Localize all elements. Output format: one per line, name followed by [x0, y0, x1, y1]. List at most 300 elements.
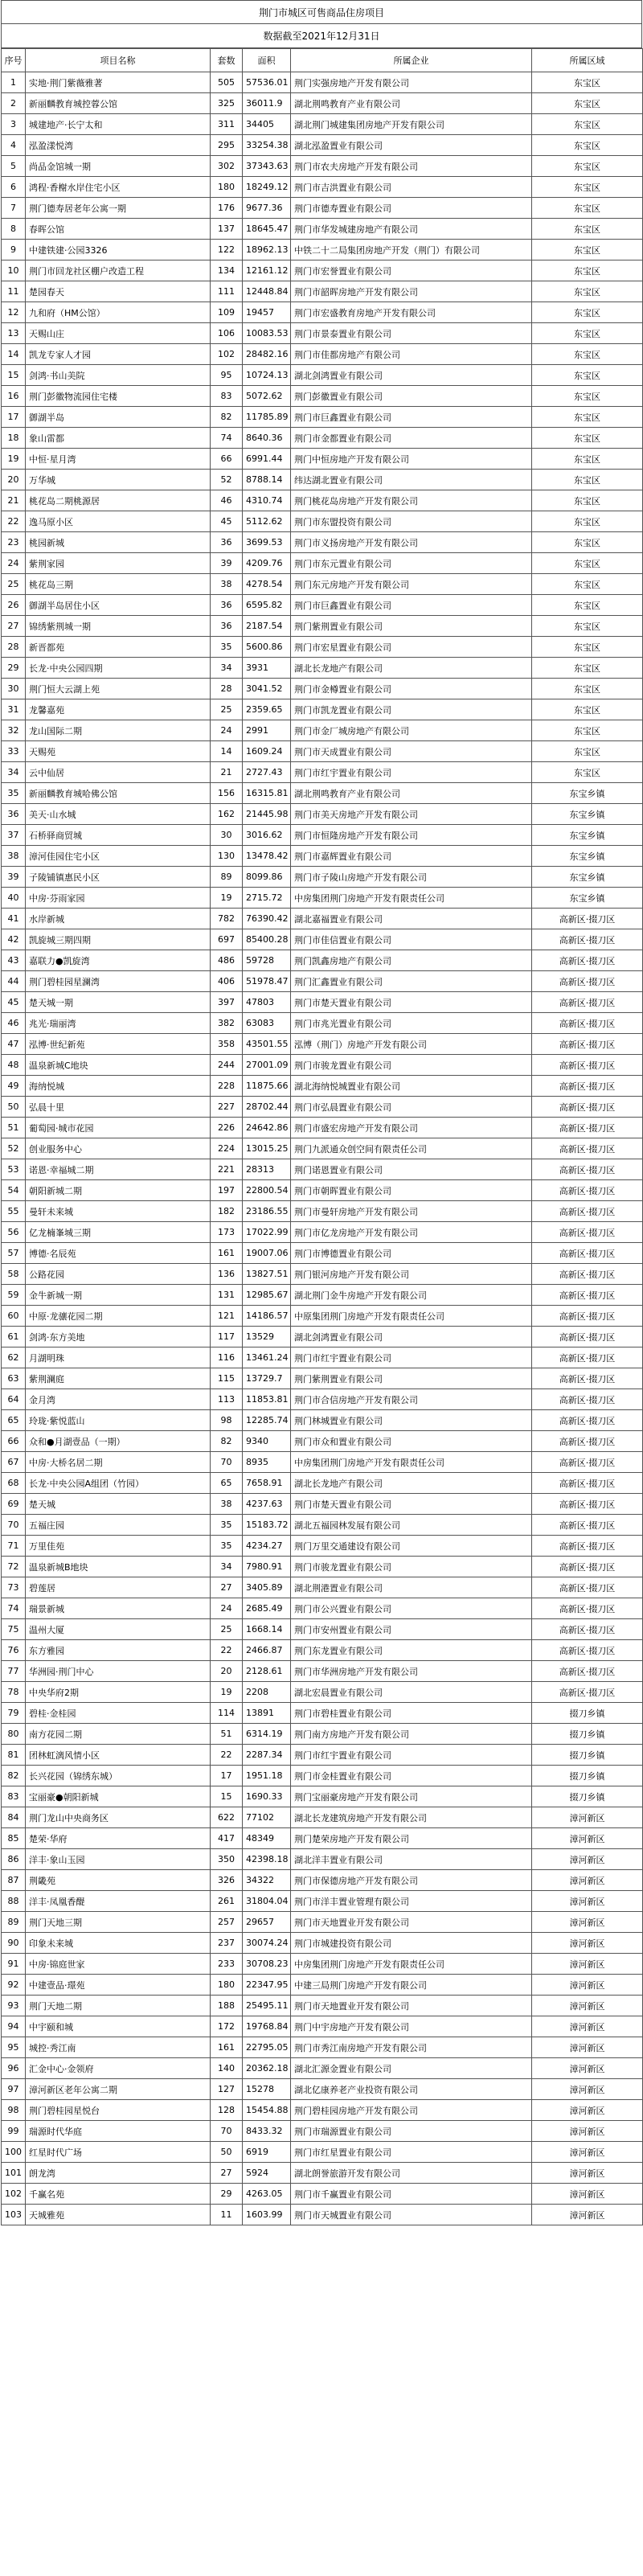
cell-region: 东宝区 — [532, 407, 643, 428]
cell-region: 高新区·掇刀区 — [532, 1368, 643, 1389]
cell-company: 湖北汇源金置业有限公司 — [291, 2058, 532, 2079]
cell-index: 82 — [2, 1766, 26, 1786]
cell-units: 228 — [211, 1076, 243, 1097]
cell-project-name: 龙山国际二期 — [26, 720, 211, 741]
cell-area: 22800.54 — [243, 1180, 291, 1201]
cell-company: 荆门南方房地产开发有限公司 — [291, 1724, 532, 1745]
cell-units: 106 — [211, 323, 243, 344]
cell-units: 38 — [211, 1494, 243, 1515]
cell-company: 荆门市德寿置业有限公司 — [291, 198, 532, 219]
cell-region: 漳河新区 — [532, 1954, 643, 1975]
cell-company: 荆门市弘晨置业有限公司 — [291, 1097, 532, 1118]
cell-area: 18249.12 — [243, 177, 291, 198]
cell-units: 257 — [211, 1912, 243, 1933]
cell-area: 5112.62 — [243, 511, 291, 532]
cell-index: 101 — [2, 2163, 26, 2184]
cell-index: 6 — [2, 177, 26, 198]
cell-region: 高新区·掇刀区 — [532, 1494, 643, 1515]
cell-units: 11 — [211, 2205, 243, 2225]
cell-region: 漳河新区 — [532, 2100, 643, 2121]
cell-project-name: 荆门天地三期 — [26, 1912, 211, 1933]
table-row — [2, 1264, 643, 1285]
table-row — [2, 1097, 643, 1118]
cell-company: 荆门市合信房地产开发有限公司 — [291, 1389, 532, 1410]
cell-region: 东宝区 — [532, 198, 643, 219]
cell-area: 34405 — [243, 114, 291, 135]
cell-company: 荆门市朝晖置业有限公司 — [291, 1180, 532, 1201]
table-row — [2, 658, 643, 679]
table-row — [2, 1034, 643, 1055]
cell-index: 62 — [2, 1347, 26, 1368]
cell-company: 荆门市美天房地产开发有限公司 — [291, 804, 532, 825]
cell-area: 15454.88 — [243, 2100, 291, 2121]
cell-area: 5072.62 — [243, 386, 291, 407]
table-row — [2, 1849, 643, 1870]
cell-project-name: 楚荣·华府 — [26, 1828, 211, 1849]
cell-index: 60 — [2, 1306, 26, 1327]
cell-company: 中原集团荆门房地产开发有限责任公司 — [291, 1306, 532, 1327]
cell-region: 高新区·掇刀区 — [532, 1055, 643, 1076]
cell-project-name: 桃园新城 — [26, 532, 211, 553]
table-row — [2, 1138, 643, 1159]
cell-project-name: 实地·荆门紫薇雅著 — [26, 72, 211, 93]
cell-region: 漳河新区 — [532, 1870, 643, 1891]
cell-units: 82 — [211, 407, 243, 428]
table-row — [2, 260, 643, 281]
cell-company: 荆门市景泰置业有限公司 — [291, 323, 532, 344]
cell-company: 荆门市天成置业有限公司 — [291, 741, 532, 762]
table-row — [2, 1745, 643, 1766]
cell-index: 76 — [2, 1640, 26, 1661]
cell-company: 荆门市保德房地产开发有限公司 — [291, 1870, 532, 1891]
table-row — [2, 1159, 643, 1180]
table-row — [2, 950, 643, 971]
cell-region: 东宝乡镇 — [532, 846, 643, 867]
cell-index: 75 — [2, 1619, 26, 1640]
cell-region: 高新区·掇刀区 — [532, 1682, 643, 1703]
cell-units: 136 — [211, 1264, 243, 1285]
cell-region: 高新区·掇刀区 — [532, 1536, 643, 1557]
cell-units: 17 — [211, 1766, 243, 1786]
cell-company: 荆门市吉洪置业有限公司 — [291, 177, 532, 198]
cell-region: 东宝区 — [532, 281, 643, 302]
cell-area: 4234.27 — [243, 1536, 291, 1557]
cell-region: 掇刀乡镇 — [532, 1786, 643, 1807]
cell-region: 东宝区 — [532, 93, 643, 114]
cell-project-name: 御湖半岛居住小区 — [26, 595, 211, 616]
table-row — [2, 2016, 643, 2037]
cell-company: 中建三局荆门房地产开发有限公司 — [291, 1975, 532, 1996]
cell-project-name: 城控·秀江南 — [26, 2037, 211, 2058]
cell-project-name: 嘉联力●凯旋湾 — [26, 950, 211, 971]
cell-units: 39 — [211, 553, 243, 574]
table-row — [2, 1055, 643, 1076]
cell-units: 237 — [211, 1933, 243, 1954]
cell-area: 27001.09 — [243, 1055, 291, 1076]
cell-units: 35 — [211, 1515, 243, 1536]
cell-units: 197 — [211, 1180, 243, 1201]
cell-company: 荆门市红宇置业有限公司 — [291, 762, 532, 783]
cell-units: 15 — [211, 1786, 243, 1807]
table-row — [2, 1013, 643, 1034]
cell-project-name: 楚天城一期 — [26, 992, 211, 1013]
cell-units: 24 — [211, 1598, 243, 1619]
cell-company: 湖北五福园林发展有限公司 — [291, 1515, 532, 1536]
cell-area: 22795.05 — [243, 2037, 291, 2058]
table-row — [2, 1347, 643, 1368]
cell-region: 高新区·掇刀区 — [532, 1097, 643, 1118]
cell-area: 42398.18 — [243, 1849, 291, 1870]
cell-units: 121 — [211, 1306, 243, 1327]
cell-region: 漳河新区 — [532, 1828, 643, 1849]
cell-units: 127 — [211, 2079, 243, 2100]
cell-company: 荆门市佳都房地产有限公司 — [291, 344, 532, 365]
cell-units: 34 — [211, 658, 243, 679]
cell-company: 荆门市曼轩房地产开发有限公司 — [291, 1201, 532, 1222]
cell-units: 161 — [211, 1243, 243, 1264]
cell-project-name: 九和府（HM公馆） — [26, 302, 211, 323]
cell-project-name: 楚园春天 — [26, 281, 211, 302]
table-row — [2, 219, 643, 240]
cell-company: 荆门桃花岛房地产开发有限公司 — [291, 490, 532, 511]
cell-region: 东宝区 — [532, 240, 643, 260]
cell-company: 湖北长龙地产有限公司 — [291, 658, 532, 679]
cell-region: 漳河新区 — [532, 1807, 643, 1828]
cell-project-name: 长龙·中央公园A组团（竹园） — [26, 1473, 211, 1494]
cell-company: 中房集团荆门房地产开发有限责任公司 — [291, 888, 532, 909]
cell-project-name: 天城雅苑 — [26, 2205, 211, 2225]
table-row — [2, 407, 643, 428]
cell-company: 荆门市楚天置业有限公司 — [291, 992, 532, 1013]
cell-index: 87 — [2, 1870, 26, 1891]
cell-region: 高新区·掇刀区 — [532, 1389, 643, 1410]
cell-project-name: 金月湾 — [26, 1389, 211, 1410]
cell-company: 湖北长龙地产有限公司 — [291, 1473, 532, 1494]
cell-index: 84 — [2, 1807, 26, 1828]
cell-project-name: 泓博·世纪新苑 — [26, 1034, 211, 1055]
cell-units: 326 — [211, 1870, 243, 1891]
cell-index: 10 — [2, 260, 26, 281]
cell-index: 13 — [2, 323, 26, 344]
cell-region: 东宝区 — [532, 156, 643, 177]
table-row — [2, 888, 643, 909]
table-row — [2, 1661, 643, 1682]
cell-project-name: 团林虹漓风情小区 — [26, 1745, 211, 1766]
cell-region: 高新区·掇刀区 — [532, 1557, 643, 1577]
cell-region: 漳河新区 — [532, 2184, 643, 2205]
cell-units: 325 — [211, 93, 243, 114]
cell-units: 406 — [211, 971, 243, 992]
cell-region: 高新区·掇刀区 — [532, 971, 643, 992]
cell-region: 高新区·掇刀区 — [532, 1515, 643, 1536]
cell-area: 3699.53 — [243, 532, 291, 553]
cell-company: 荆门市红星置业有限公司 — [291, 2142, 532, 2163]
table-row — [2, 1975, 643, 1996]
cell-index: 34 — [2, 762, 26, 783]
cell-region: 漳河新区 — [532, 1891, 643, 1912]
cell-company: 荆门市金桂置业有限公司 — [291, 1766, 532, 1786]
cell-company: 湖北剑鸿置业有限公司 — [291, 1327, 532, 1347]
cell-region: 漳河新区 — [532, 1849, 643, 1870]
cell-area: 1668.14 — [243, 1619, 291, 1640]
cell-index: 96 — [2, 2058, 26, 2079]
cell-region: 东宝区 — [532, 699, 643, 720]
table-row — [2, 825, 643, 846]
cell-units: 89 — [211, 867, 243, 888]
cell-region: 漳河新区 — [532, 2205, 643, 2225]
cell-area: 6595.82 — [243, 595, 291, 616]
cell-area: 4263.05 — [243, 2184, 291, 2205]
cell-area: 2208 — [243, 1682, 291, 1703]
table-body — [2, 72, 643, 2225]
cell-units: 224 — [211, 1138, 243, 1159]
cell-units: 30 — [211, 825, 243, 846]
cell-area: 36011.9 — [243, 93, 291, 114]
cell-area: 13891 — [243, 1703, 291, 1724]
cell-index: 51 — [2, 1118, 26, 1138]
cell-company: 荆门东元房地产开发有限公司 — [291, 574, 532, 595]
cell-region: 东宝区 — [532, 511, 643, 532]
cell-company: 湖北荆港置业有限公司 — [291, 1577, 532, 1598]
cell-index: 4 — [2, 135, 26, 156]
cell-project-name: 兆光·瑞丽湾 — [26, 1013, 211, 1034]
cell-company: 荆门市瑞源置业有限公司 — [291, 2121, 532, 2142]
cell-company: 荆门市城建投资有限公司 — [291, 1933, 532, 1954]
cell-area: 43501.55 — [243, 1034, 291, 1055]
cell-index: 32 — [2, 720, 26, 741]
cell-region: 掇刀乡镇 — [532, 1745, 643, 1766]
cell-index: 53 — [2, 1159, 26, 1180]
cell-region: 东宝区 — [532, 135, 643, 156]
cell-region: 掇刀乡镇 — [532, 1703, 643, 1724]
cell-region: 漳河新区 — [532, 2058, 643, 2079]
cell-area: 3016.62 — [243, 825, 291, 846]
cell-project-name: 漳河新区老年公寓二期 — [26, 2079, 211, 2100]
cell-region: 漳河新区 — [532, 2121, 643, 2142]
cell-area: 28482.16 — [243, 344, 291, 365]
cell-area: 11785.89 — [243, 407, 291, 428]
cell-index: 80 — [2, 1724, 26, 1745]
table-row — [2, 909, 643, 929]
header-project-name: 项目名称 — [26, 49, 211, 72]
header-region: 所属区域 — [532, 49, 643, 72]
cell-project-name: 凯旋城三期四期 — [26, 929, 211, 950]
cell-region: 掇刀乡镇 — [532, 1766, 643, 1786]
cell-region: 漳河新区 — [532, 2016, 643, 2037]
cell-project-name: 御湖半岛 — [26, 407, 211, 428]
cell-area: 7980.91 — [243, 1557, 291, 1577]
cell-region: 东宝乡镇 — [532, 804, 643, 825]
cell-units: 19 — [211, 1682, 243, 1703]
cell-units: 161 — [211, 2037, 243, 2058]
cell-index: 39 — [2, 867, 26, 888]
table-row — [2, 1598, 643, 1619]
cell-index: 89 — [2, 1912, 26, 1933]
cell-index: 42 — [2, 929, 26, 950]
cell-index: 36 — [2, 804, 26, 825]
cell-company: 湖北朗誉旅游开发有限公司 — [291, 2163, 532, 2184]
table-row — [2, 302, 643, 323]
cell-region: 高新区·掇刀区 — [532, 1013, 643, 1034]
cell-region: 东宝区 — [532, 679, 643, 699]
cell-units: 117 — [211, 1327, 243, 1347]
cell-units: 102 — [211, 344, 243, 365]
cell-region: 东宝区 — [532, 72, 643, 93]
cell-region: 漳河新区 — [532, 2142, 643, 2163]
cell-index: 98 — [2, 2100, 26, 2121]
cell-units: 29 — [211, 2184, 243, 2205]
cell-area: 77102 — [243, 1807, 291, 1828]
cell-units: 140 — [211, 2058, 243, 2079]
table-row — [2, 929, 643, 950]
cell-index: 71 — [2, 1536, 26, 1557]
table-row — [2, 1619, 643, 1640]
cell-units: 50 — [211, 2142, 243, 2163]
cell-index: 91 — [2, 1954, 26, 1975]
table-row — [2, 1724, 643, 1745]
cell-index: 83 — [2, 1786, 26, 1807]
cell-index: 24 — [2, 553, 26, 574]
cell-units: 295 — [211, 135, 243, 156]
cell-units: 51 — [211, 1724, 243, 1745]
cell-region: 高新区·掇刀区 — [532, 1034, 643, 1055]
cell-units: 417 — [211, 1828, 243, 1849]
cell-area: 22347.95 — [243, 1975, 291, 1996]
cell-project-name: 剑鸿·书山美院 — [26, 365, 211, 386]
cell-company: 荆门市韶晖房地产开发有限公司 — [291, 281, 532, 302]
cell-area: 12985.67 — [243, 1285, 291, 1306]
cell-project-name: 金牛新城一期 — [26, 1285, 211, 1306]
cell-region: 高新区·掇刀区 — [532, 950, 643, 971]
cell-area: 7658.91 — [243, 1473, 291, 1494]
cell-project-name: 温州大厦 — [26, 1619, 211, 1640]
cell-index: 79 — [2, 1703, 26, 1724]
table-row — [2, 553, 643, 574]
cell-units: 233 — [211, 1954, 243, 1975]
table-row — [2, 1807, 643, 1828]
cell-project-name: 荆门恒大云湖上苑 — [26, 679, 211, 699]
table-row — [2, 1891, 643, 1912]
cell-project-name: 荆门彭徽物流园住宅楼 — [26, 386, 211, 407]
cell-company: 荆门市红宇置业有限公司 — [291, 1745, 532, 1766]
cell-region: 高新区·掇刀区 — [532, 1473, 643, 1494]
cell-region: 东宝区 — [532, 637, 643, 658]
cell-project-name: 中央华府2期 — [26, 1682, 211, 1703]
cell-region: 高新区·掇刀区 — [532, 1577, 643, 1598]
cell-project-name: 尚品金馆城一期 — [26, 156, 211, 177]
cell-index: 18 — [2, 428, 26, 449]
cell-company: 中房集团荆门房地产开发有限责任公司 — [291, 1452, 532, 1473]
cell-area: 8433.32 — [243, 2121, 291, 2142]
cell-region: 东宝乡镇 — [532, 825, 643, 846]
cell-region: 东宝乡镇 — [532, 888, 643, 909]
cell-company: 荆门市嘉辉置业有限公司 — [291, 846, 532, 867]
cell-region: 高新区·掇刀区 — [532, 1118, 643, 1138]
cell-index: 86 — [2, 1849, 26, 1870]
cell-company: 湖北泓盈置业有限公司 — [291, 135, 532, 156]
cell-units: 244 — [211, 1055, 243, 1076]
table-row — [2, 93, 643, 114]
cell-units: 22 — [211, 1640, 243, 1661]
cell-region: 漳河新区 — [532, 2037, 643, 2058]
table-row — [2, 1912, 643, 1933]
cell-project-name: 红星时代广场 — [26, 2142, 211, 2163]
cell-company: 荆门市博德置业有限公司 — [291, 1243, 532, 1264]
cell-region: 东宝区 — [532, 323, 643, 344]
cell-index: 68 — [2, 1473, 26, 1494]
cell-company: 荆门市宏盛教育房地产开发有限公司 — [291, 302, 532, 323]
cell-project-name: 印象未来城 — [26, 1933, 211, 1954]
cell-project-name: 鸿程·香榭水岸住宅小区 — [26, 177, 211, 198]
table-row — [2, 72, 643, 93]
cell-project-name: 碧莲居 — [26, 1577, 211, 1598]
cell-area: 23186.55 — [243, 1201, 291, 1222]
cell-area: 8935 — [243, 1452, 291, 1473]
cell-project-name: 朝阳新城二期 — [26, 1180, 211, 1201]
cell-region: 高新区·掇刀区 — [532, 1076, 643, 1097]
cell-company: 荆门市天地置业开发有限公司 — [291, 1912, 532, 1933]
cell-company: 荆门市巨鑫置业有限公司 — [291, 407, 532, 428]
cell-company: 荆门市公兴置业有限公司 — [291, 1598, 532, 1619]
cell-units: 111 — [211, 281, 243, 302]
table-row — [2, 240, 643, 260]
cell-company: 湖北海纳悦城置业有限公司 — [291, 1076, 532, 1097]
cell-company: 荆门九派通众创空间有限责任公司 — [291, 1138, 532, 1159]
cell-company: 荆门市千赢置业有限公司 — [291, 2184, 532, 2205]
table-row — [2, 2037, 643, 2058]
cell-area: 16315.81 — [243, 783, 291, 804]
cell-project-name: 逸马原小区 — [26, 511, 211, 532]
table-row — [2, 511, 643, 532]
cell-company: 荆门宝丽豪房地产开发有限公司 — [291, 1786, 532, 1807]
cell-area: 30708.23 — [243, 1954, 291, 1975]
table-row — [2, 281, 643, 302]
cell-region: 东宝区 — [532, 260, 643, 281]
table-row — [2, 1410, 643, 1431]
table-row — [2, 490, 643, 511]
cell-area: 9677.36 — [243, 198, 291, 219]
table-row — [2, 574, 643, 595]
cell-index: 92 — [2, 1975, 26, 1996]
cell-project-name: 云中仙居 — [26, 762, 211, 783]
cell-units: 302 — [211, 156, 243, 177]
cell-index: 41 — [2, 909, 26, 929]
cell-project-name: 万华城 — [26, 470, 211, 490]
cell-region: 高新区·掇刀区 — [532, 1640, 643, 1661]
cell-project-name: 荆门龙山中央商务区 — [26, 1807, 211, 1828]
table-row — [2, 198, 643, 219]
cell-area: 28313 — [243, 1159, 291, 1180]
cell-index: 38 — [2, 846, 26, 867]
table-row — [2, 2079, 643, 2100]
cell-units: 311 — [211, 114, 243, 135]
cell-company: 湖北剑鸿置业有限公司 — [291, 365, 532, 386]
cell-project-name: 春晖公馆 — [26, 219, 211, 240]
cell-region: 东宝乡镇 — [532, 783, 643, 804]
cell-index: 90 — [2, 1933, 26, 1954]
cell-area: 1951.18 — [243, 1766, 291, 1786]
cell-index: 15 — [2, 365, 26, 386]
cell-company: 荆门市东元置业有限公司 — [291, 553, 532, 574]
cell-project-name: 锦绣紫荆城一期 — [26, 616, 211, 637]
cell-index: 78 — [2, 1682, 26, 1703]
cell-company: 荆门汇鑫置业有限公司 — [291, 971, 532, 992]
cell-index: 44 — [2, 971, 26, 992]
cell-project-name: 剑鸿·东方美地 — [26, 1327, 211, 1347]
header-units: 套数 — [211, 49, 243, 72]
cell-project-name: 海纳悦城 — [26, 1076, 211, 1097]
cell-region: 高新区·掇刀区 — [532, 1222, 643, 1243]
